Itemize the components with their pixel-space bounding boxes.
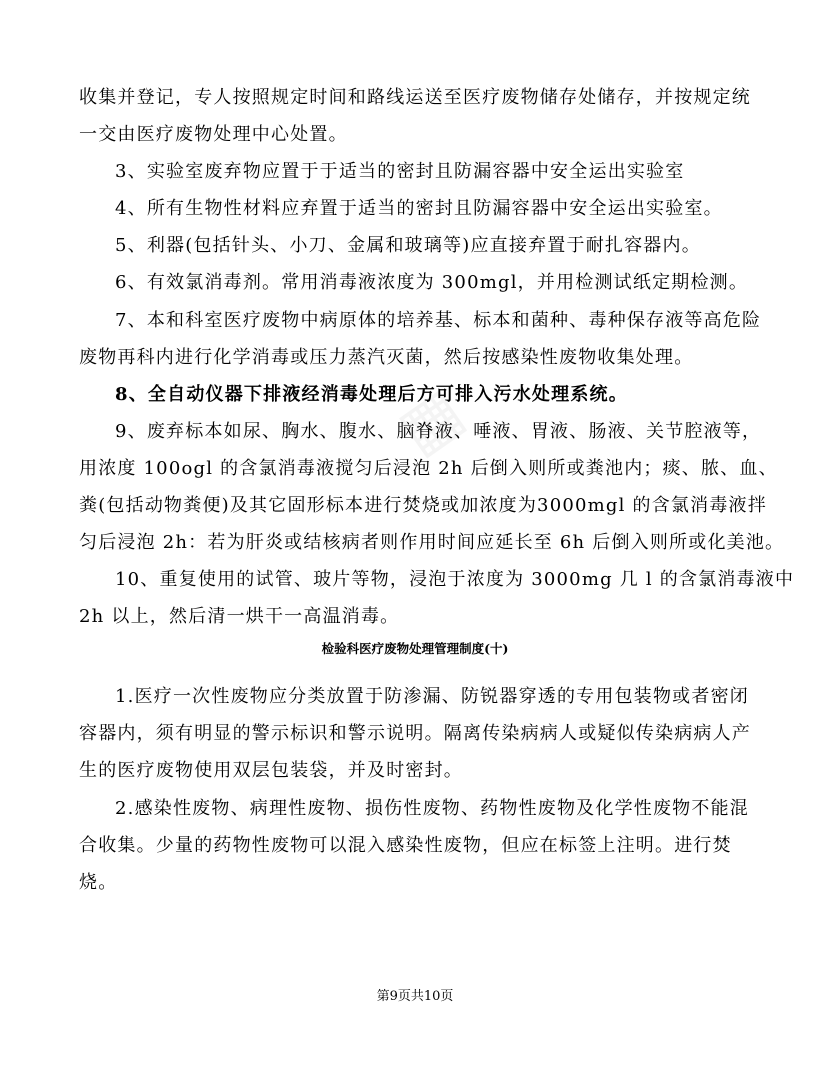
- text-line: 废物再科内进行化学消毒或压力蒸汽灭菌，然后按感染性废物收集处理。: [79, 347, 694, 368]
- text-line: 用浓度 100ogl 的含氯消毒液搅匀后浸泡 2h 后倒入则所或粪池内；痰、脓、血、: [79, 458, 778, 479]
- text-line: 8、全自动仪器下排液经消毒处理后方可排入污水处理系统。: [115, 384, 628, 405]
- text-line: 3、实验室废弃物应置于于适当的密封且防漏容器中安全运出实验室: [115, 161, 685, 182]
- page-footer: 第9页共10页: [376, 989, 454, 1004]
- text-line: 10、重复使用的试管、玻片等物，浸泡于浓度为 3000mg 几 l 的含氯消毒液中: [115, 569, 795, 590]
- text-line: 收集并登记，专人按照规定时间和路线运送至医疗废物储存处储存，并按规定统: [79, 87, 751, 108]
- text-line: 6、有效氯消毒剂。常用消毒液浓度为 300mgl，并用检测试纸定期检测。: [115, 272, 749, 293]
- text-line: 9、废弃标本如尿、胸水、腹水、脑脊液、唾液、胃液、肠液、关节腔液等，: [115, 421, 762, 442]
- text-line: 5、利器(包括针头、小刀、金属和玻璃等)应直接弃置于耐扎容器内。: [115, 235, 701, 256]
- text-line: 一交由医疗废物处理中心处置。: [79, 124, 348, 145]
- text-line: 烧。: [79, 872, 118, 893]
- text-line: 1.医疗一次性废物应分类放置于防渗漏、防锐器穿透的专用包装物或者密闭: [115, 686, 749, 707]
- text-line: 7、本和科室医疗废物中病原体的培养基、标本和菌种、毒种保存液等高危险: [115, 310, 762, 331]
- text-line: 合收集。少量的药物性废物可以混入感染性废物，但应在标签上注明。进行焚: [79, 835, 732, 856]
- text-line: 粪(包括动物粪便)及其它固形标本进行焚烧或加浓度为3000mgl 的含氯消毒液拌: [79, 495, 767, 516]
- text-line: 4、所有生物性材料应弃置于适当的密封且防漏容器中安全运出实验室。: [115, 198, 723, 219]
- text-line: 容器内，须有明显的警示标识和警示说明。隔离传染病病人或疑似传染病病人产: [79, 723, 751, 744]
- watermark-icon: ▦: [383, 371, 477, 469]
- text-line: 2h 以上，然后清一烘干一高温消毒。: [79, 606, 400, 627]
- text-line: 匀后浸泡 2h：若为肝炎或结核病者则作用时间应延长至 6h 后倒入则所或化美池。: [79, 532, 785, 553]
- section-title: 检验科医疗废物处理管理制度(十): [321, 641, 509, 656]
- text-line: 生的医疗废物使用双层包装袋，并及时密封。: [79, 760, 463, 781]
- text-line: 2.感染性废物、病理性废物、损伤性废物、药物性废物及化学性废物不能混: [115, 798, 749, 819]
